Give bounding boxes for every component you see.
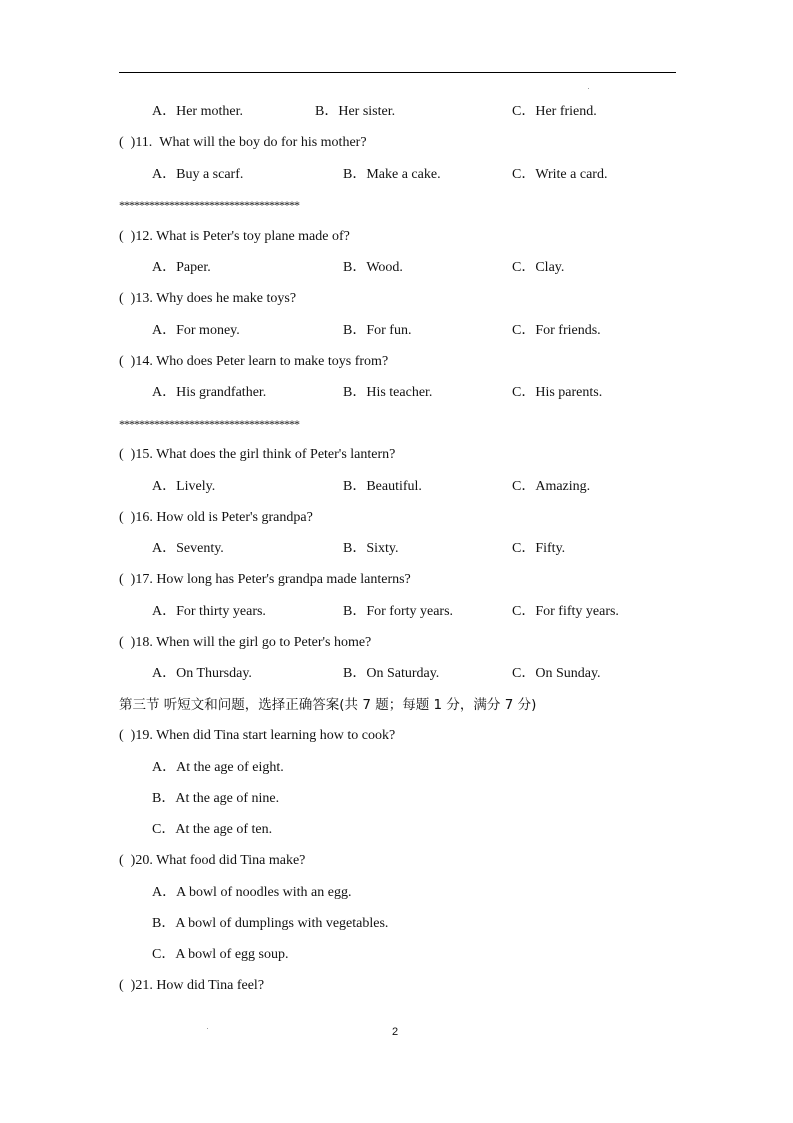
option-b: B．On Saturday. (343, 666, 440, 681)
option-b: B．A bowl of dumplings with vegetables. (152, 916, 389, 931)
option-c: C．Fifty. (512, 541, 566, 556)
option-a: A．For money. (152, 323, 240, 338)
question-text: ( )12. What is Peter's toy plane made of? (119, 229, 350, 244)
section-separator: ************************************ (119, 417, 299, 431)
question-text: ( )11. What will the boy do for his mother? (119, 135, 367, 150)
option-c: C．Her friend. (512, 104, 597, 119)
option-b: B．For forty years. (343, 604, 454, 619)
question-text: ( )19. When did Tina start learning how to cook? (119, 728, 396, 743)
option-c: C．On Sunday. (512, 666, 601, 681)
scan-speck (207, 1028, 208, 1029)
page-number: 2 (392, 1026, 399, 1038)
option-a: A．Her mother. (152, 104, 243, 119)
option-b: B．Beautiful. (343, 479, 422, 494)
option-b: B．Sixty. (343, 541, 399, 556)
question-text: ( )16. How old is Peter's grandpa? (119, 510, 313, 525)
option-a: A．His grandfather. (152, 385, 267, 400)
option-a: A．A bowl of noodles with an egg. (152, 885, 352, 900)
question-text: ( )17. How long has Peter's grandpa made lanterns? (119, 572, 411, 587)
question-text: ( )14. Who does Peter learn to make toys from? (119, 354, 389, 369)
option-a: A．On Thursday. (152, 666, 252, 681)
header-rule (119, 72, 676, 73)
option-b: B．His teacher. (343, 385, 433, 400)
option-c: C．For fifty years. (512, 604, 619, 619)
section-3-heading: 第三节 听短文和问题，选择正确答案(共 7 题；每题 1 分，满分 7 分) (119, 697, 537, 713)
option-a: A．Seventy. (152, 541, 224, 556)
question-text: ( )18. When will the girl go to Peter's home? (119, 635, 372, 650)
option-c: C．Write a card. (512, 167, 608, 182)
option-c: C．A bowl of egg soup. (152, 947, 289, 962)
option-c: C．Amazing. (512, 479, 591, 494)
option-b: B．Wood. (343, 260, 403, 275)
option-a: A．At the age of eight. (152, 760, 284, 775)
option-c: C．At the age of ten. (152, 822, 273, 837)
question-text: ( )15. What does the girl think of Peter's lantern? (119, 447, 396, 462)
option-a: A．Paper. (152, 260, 211, 275)
option-c: C．His parents. (512, 385, 603, 400)
option-c: C．For friends. (512, 323, 601, 338)
question-text: ( )21. How did Tina feel? (119, 978, 265, 993)
question-text: ( )13. Why does he make toys? (119, 291, 297, 306)
scan-speck (588, 88, 589, 89)
option-a: A．Buy a scarf. (152, 167, 244, 182)
section-separator: ************************************ (119, 198, 299, 212)
option-c: C．Clay. (512, 260, 565, 275)
option-b: B．At the age of nine. (152, 791, 280, 806)
option-b: B．Make a cake. (343, 167, 441, 182)
option-a: A．For thirty years. (152, 604, 266, 619)
question-text: ( )20. What food did Tina make? (119, 853, 306, 868)
option-b: B．Her sister. (315, 104, 396, 119)
option-a: A．Lively. (152, 479, 216, 494)
option-b: B．For fun. (343, 323, 412, 338)
